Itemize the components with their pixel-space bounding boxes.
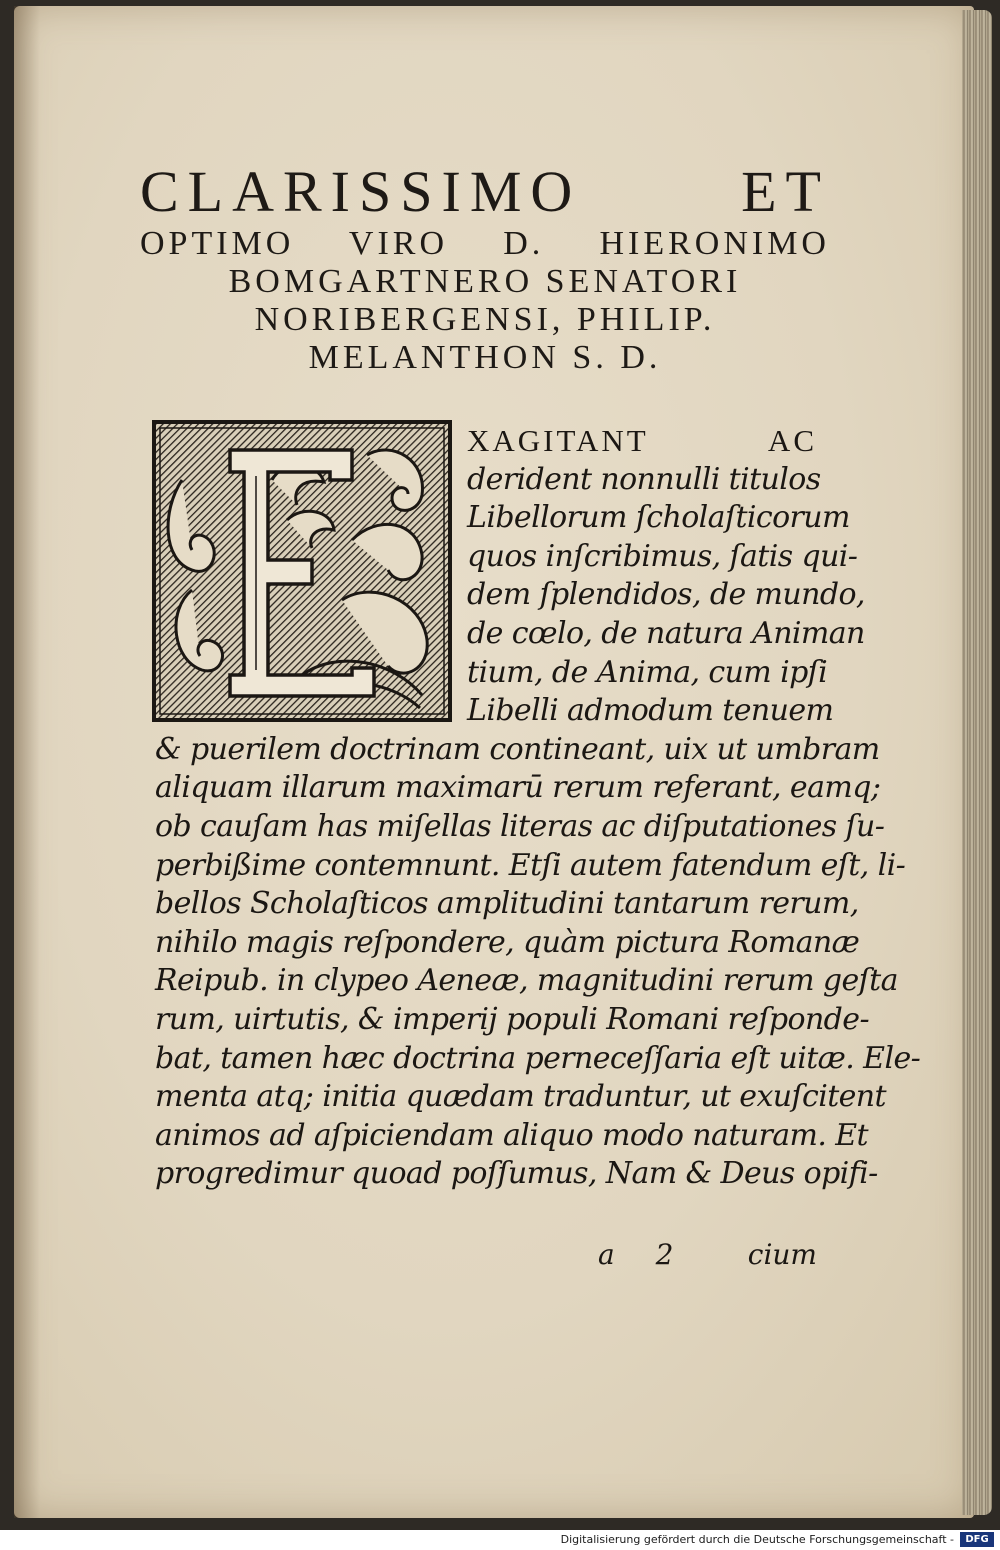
page-gutter-shadow <box>14 6 40 1518</box>
footer-bar <box>0 1530 1000 1550</box>
text-line: nihilo magis reſpondere, quàm pictura Romanæ <box>155 924 860 960</box>
text-line: tium, de Anima, cum ipſi <box>467 654 828 690</box>
heading-line-4: NORIBERGENSI, PHILIP. <box>254 301 716 339</box>
text-line: animos ad aſpiciendam aliquo modo naturam. Et <box>155 1117 868 1153</box>
text-line: rum, uirtutis, & imperij populi Romani reſponde- <box>155 1001 869 1037</box>
text-line: & puerilem doctrinam contineant, uix ut umbram <box>155 731 880 767</box>
text-line: de cœlo, de natura Animan <box>467 615 865 651</box>
text-line: ob cauſam has miſellas literas ac diſputationes ſu- <box>155 808 885 844</box>
text-line: XAGITANT AC <box>467 423 817 458</box>
text-line: Libelli admodum tenuem <box>467 693 834 729</box>
text-line: menta atq; initia quædam traduntur, ut exuſcitent <box>155 1079 886 1115</box>
catchword: cium <box>747 1238 817 1271</box>
page-signature-row <box>155 1238 817 1278</box>
text-line: dem ſplendidos, de mundo, <box>467 577 865 613</box>
text-line: quos inſcribimus, ſatis qui- <box>467 538 858 574</box>
dedication-heading <box>140 160 830 377</box>
text-line: bellos Scholaſticos amplitudini tantarum rerum, <box>155 886 859 922</box>
text-line: progredimur quoad poſſumus, Nam & Deus opifi- <box>155 1156 878 1192</box>
text-line: aliquam illarum maximarū rerum referant, eamq; <box>155 770 881 806</box>
body-text <box>155 422 921 1194</box>
heading-line-1: CLARISSIMO ET <box>140 159 830 224</box>
footer-credit: Digitalisierung gefördert durch die Deutsche Forschungsgemeinschaft - <box>560 1533 954 1546</box>
text-line: bat, tamen hæc doctrina perneceſſaria eſt uitæ. Ele- <box>155 1040 921 1076</box>
signature-mark: a 2 <box>598 1238 690 1271</box>
heading-line-3: BOMGARTNERO SENATORI <box>228 263 742 301</box>
text-line: perbißime contemnunt. Etſi autem fatendum eſt, li- <box>155 847 906 883</box>
heading-line-5: MELANTHON S. D. <box>308 339 662 377</box>
dfg-logo-icon: DFG <box>960 1532 994 1547</box>
heading-line-2: OPTIMO VIRO D. HIERONIMO <box>140 224 830 262</box>
text-line: Reipub. in clypeo Aeneæ, magnitudini rerum geſta <box>155 963 898 999</box>
page-fore-edge <box>962 10 992 1515</box>
text-line: Libellorum ſcholaſticorum <box>467 500 850 536</box>
text-line: derident nonnulli titulos <box>467 461 821 497</box>
